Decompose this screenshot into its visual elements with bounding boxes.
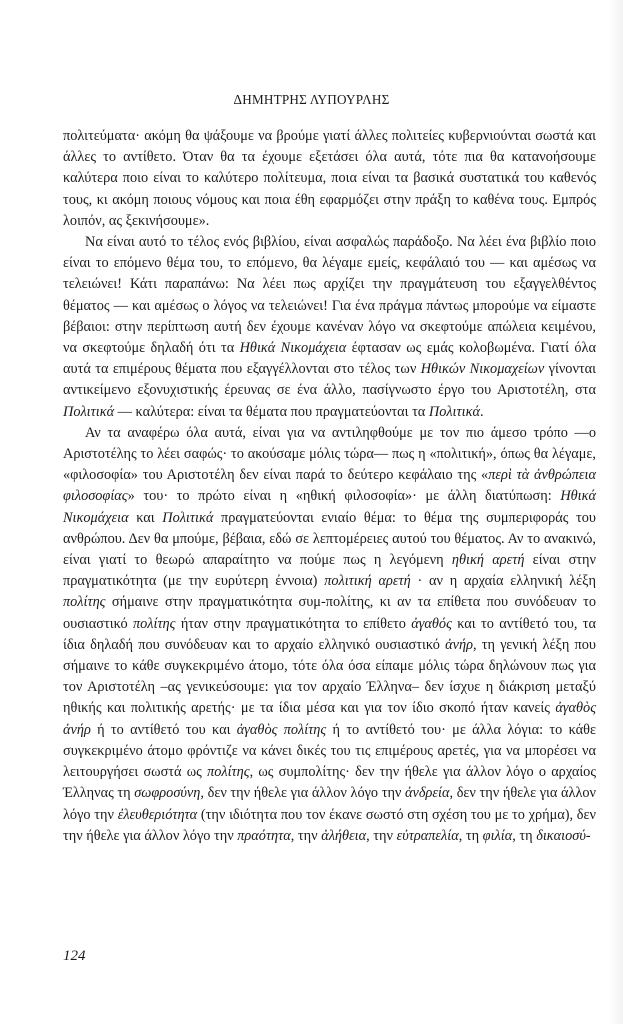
italic-term: εὐτραπελία — [396, 827, 459, 844]
text-run: , δεν την ήθελε για άλλον λόγο την — [63, 785, 596, 823]
text-run: . — [479, 403, 484, 420]
italic-term: ἀνδρεία — [405, 785, 450, 802]
italic-term: πολιτική αρετή — [324, 573, 411, 590]
italic-term: Ηθικά Νικομάχεια — [239, 340, 347, 357]
text-run: Να είναι αυτό το τέλος ενός βιβλίου, είναι ασφαλώς παράδοξο. Να λέει ένα βιβλίο ποιο είναι το επόμενο θέμα του, το επόμενο, θα λέγαμε εμείς, κεφάλαιό του — και αμέσως να τελειώνει! Κάτι παραπάνω: Να λέει πως αρχίζει την πραγμάτευση του εξαγγελθέντος θέματος — και αμέσως ο λόγος να τελειώνει! Για ένα πράγμα πάντως μπορούμε να είμαστε βέβαιοι: στην περίπτωση αυτή δεν έχουμε κανέναν λόγο να σκεφτούμε απώλεια κειμένου, να σκεφτούμε δηλαδή ότι τα — [63, 234, 596, 357]
italic-term: ἐλευθεριότητα — [117, 806, 198, 823]
italic-term: Πολιτικά — [63, 403, 115, 420]
text-run: , την — [290, 827, 322, 844]
text-run: πραγματεύονται ενιαίο θέμα: το θέμα της συμπεριφοράς του ανθρώπου. Δεν θα μπούμε, βέβαια, εδώ σε λεπτομέρειες αυτού του θέματος. Αν το ανακινώ, είναι γιατί το θεωρώ απαραίτητο να πούμε πως η λεγόμενη — [63, 509, 596, 569]
italic-term: Πολιτικά — [162, 509, 214, 526]
text-run: πολιτεύματα· ακόμη θα ψάξουμε να βρούμε γιατί άλλες πολιτείες κυβερνιούνται σωστά και άλλες το αντίθετο. Όταν θα τα έχουμε εξετάσει όλα αυτά, τότε πια θα κατανοήσουμε καλύτερα ποιο είναι το καλύτερο πολίτευμα, ποια είναι τα βασικά συστατικά του καθενός τους, κι ακόμη ποιους νόμους και ποια έθη εφαρμόζει στην πράξη το καθένα τους. Εμπρός λοιπόν, ας ξεκινήσουμε». — [63, 128, 596, 229]
text-run: — καλύτερα: είναι τα θέματα που πραγματεύονται τα — [114, 403, 429, 420]
text-run: » του· το πρώτο είναι η «ηθική φιλοσοφία»· με άλλη διατύπωση: — [127, 488, 561, 505]
italic-term: ἀνήρ — [445, 636, 473, 653]
italic-term: πολίτης — [132, 615, 176, 632]
text-run: σήμαινε στην πραγματικότητα συμ-πολίτης, κι αν τα επίθετα που συνόδευαν το ουσιαστικό — [63, 594, 596, 632]
italic-term: Πολιτικά — [428, 403, 480, 420]
text-run: (την ιδιότητα που τον έκανε σωστό στη σχέση του με το χρήμα), δεν την ήθελε για άλλον λόγο την — [63, 806, 596, 844]
text-run: ή το αντίθετό του και — [90, 721, 237, 738]
italic-term: φιλία — [482, 827, 513, 844]
italic-term: ἀλήθεια — [321, 827, 367, 844]
page-edge-shadow — [609, 0, 623, 1024]
text-run: γίνονται αντικείμενο εξονυχιστικής έρευνας σε ένα άλλο, πασίγνωστο έργο του Αριστοτέλη, στα — [63, 361, 596, 399]
italic-term: Ηθικών Νικομαχείων — [420, 361, 545, 378]
italic-term: πολίτης — [63, 594, 106, 611]
text-run: και — [128, 509, 163, 526]
italic-term: ἀγαθὸς ἀνήρ — [63, 700, 596, 738]
paragraph — [63, 232, 596, 423]
paragraph — [63, 126, 596, 232]
italic-term: ἀγαθός — [411, 615, 452, 632]
paragraph — [63, 423, 596, 847]
text-run: , ως συμπολίτης· δεν την ήθελε για άλλον λόγο ο αρχαίος Έλληνας τη — [63, 764, 596, 802]
text-run: , τη — [458, 827, 483, 844]
italic-term: πολίτης — [207, 764, 250, 781]
page-number: 124 — [63, 948, 86, 964]
italic-term: δικαιοσύ- — [536, 827, 591, 844]
text-run: και το αντίθετό του, τα ίδια δηλαδή που συνόδευαν και το αρχαίο ελληνικό ουσιαστικό — [63, 615, 596, 653]
text-run: έφτασαν ως εμάς κολοβωμένα. Γιατί όλα αυτά τα επιμέρους θέματα που εξαγγέλλονται στο τέλος των — [63, 340, 596, 378]
text-run: είναι στην πραγματικότητα (με την ευρύτερη έννοια) — [63, 552, 596, 590]
italic-term: ηθική αρετή — [451, 552, 525, 569]
italic-term: σωφροσύνη — [134, 785, 201, 802]
italic-term: ἀγαθὸς πολίτης — [236, 721, 327, 738]
text-run: ήταν στην πραγματικότητα το επίθετο — [175, 615, 412, 632]
text-run: , τη γενική λέξη που σήμαινε το κάθε συγκεκριμένο άτομο, τότε όλα όσα είπαμε μόλις τώρα δηλώνουν πως για τον Αριστοτέλη –ας γενικεύσουμε: για τον αρχαίο Έλληνα– δεν ίσχυε η διάκριση μεταξύ ηθικής και πολιτικής αρετής· με τα ίδια μέσα και για τον ίδιο σκοπό ήταν κανείς — [63, 636, 596, 717]
italic-term: περὶ τὰ ἀνθρώπεια φιλοσοφίας — [63, 467, 596, 505]
text-run: , τη — [512, 827, 537, 844]
body-text — [63, 126, 596, 847]
italic-term: πραότητα — [237, 827, 291, 844]
text-run: · αν η αρχαία ελληνική λέξη — [410, 573, 596, 590]
text-run: ή το αντίθετό του· με άλλα λόγια: το κάθε συγκεκριμένο άτομο φρόντιζε να κάνει δικές του τις επιμέρους αρετές, για να μπορέσει να λειτουργήσει σωστά ως — [63, 721, 596, 781]
text-run: Αν τα αναφέρω όλα αυτά, είναι για να αντιληφθούμε με τον πιο άμεσο τρόπο —ο Αριστοτέλης το λέει σαφώς· το ακούσαμε μόλις τώρα— πως η «πολιτική», όπως θα λέγαμε, «φιλοσοφία» του Αριστοτέλη δεν είναι παρά το δεύτερο κεφάλαιο της « — [63, 424, 596, 484]
text-run: , δεν την ήθελε για άλλον λόγο την — [200, 785, 406, 802]
running-head-author: ΔΗΜΗΤΡΗΣ ΛΥΠΟΥΡΛΗΣ — [233, 92, 390, 107]
italic-term: Ηθικά Νικομάχεια — [63, 488, 596, 526]
text-run: , την — [366, 827, 397, 844]
